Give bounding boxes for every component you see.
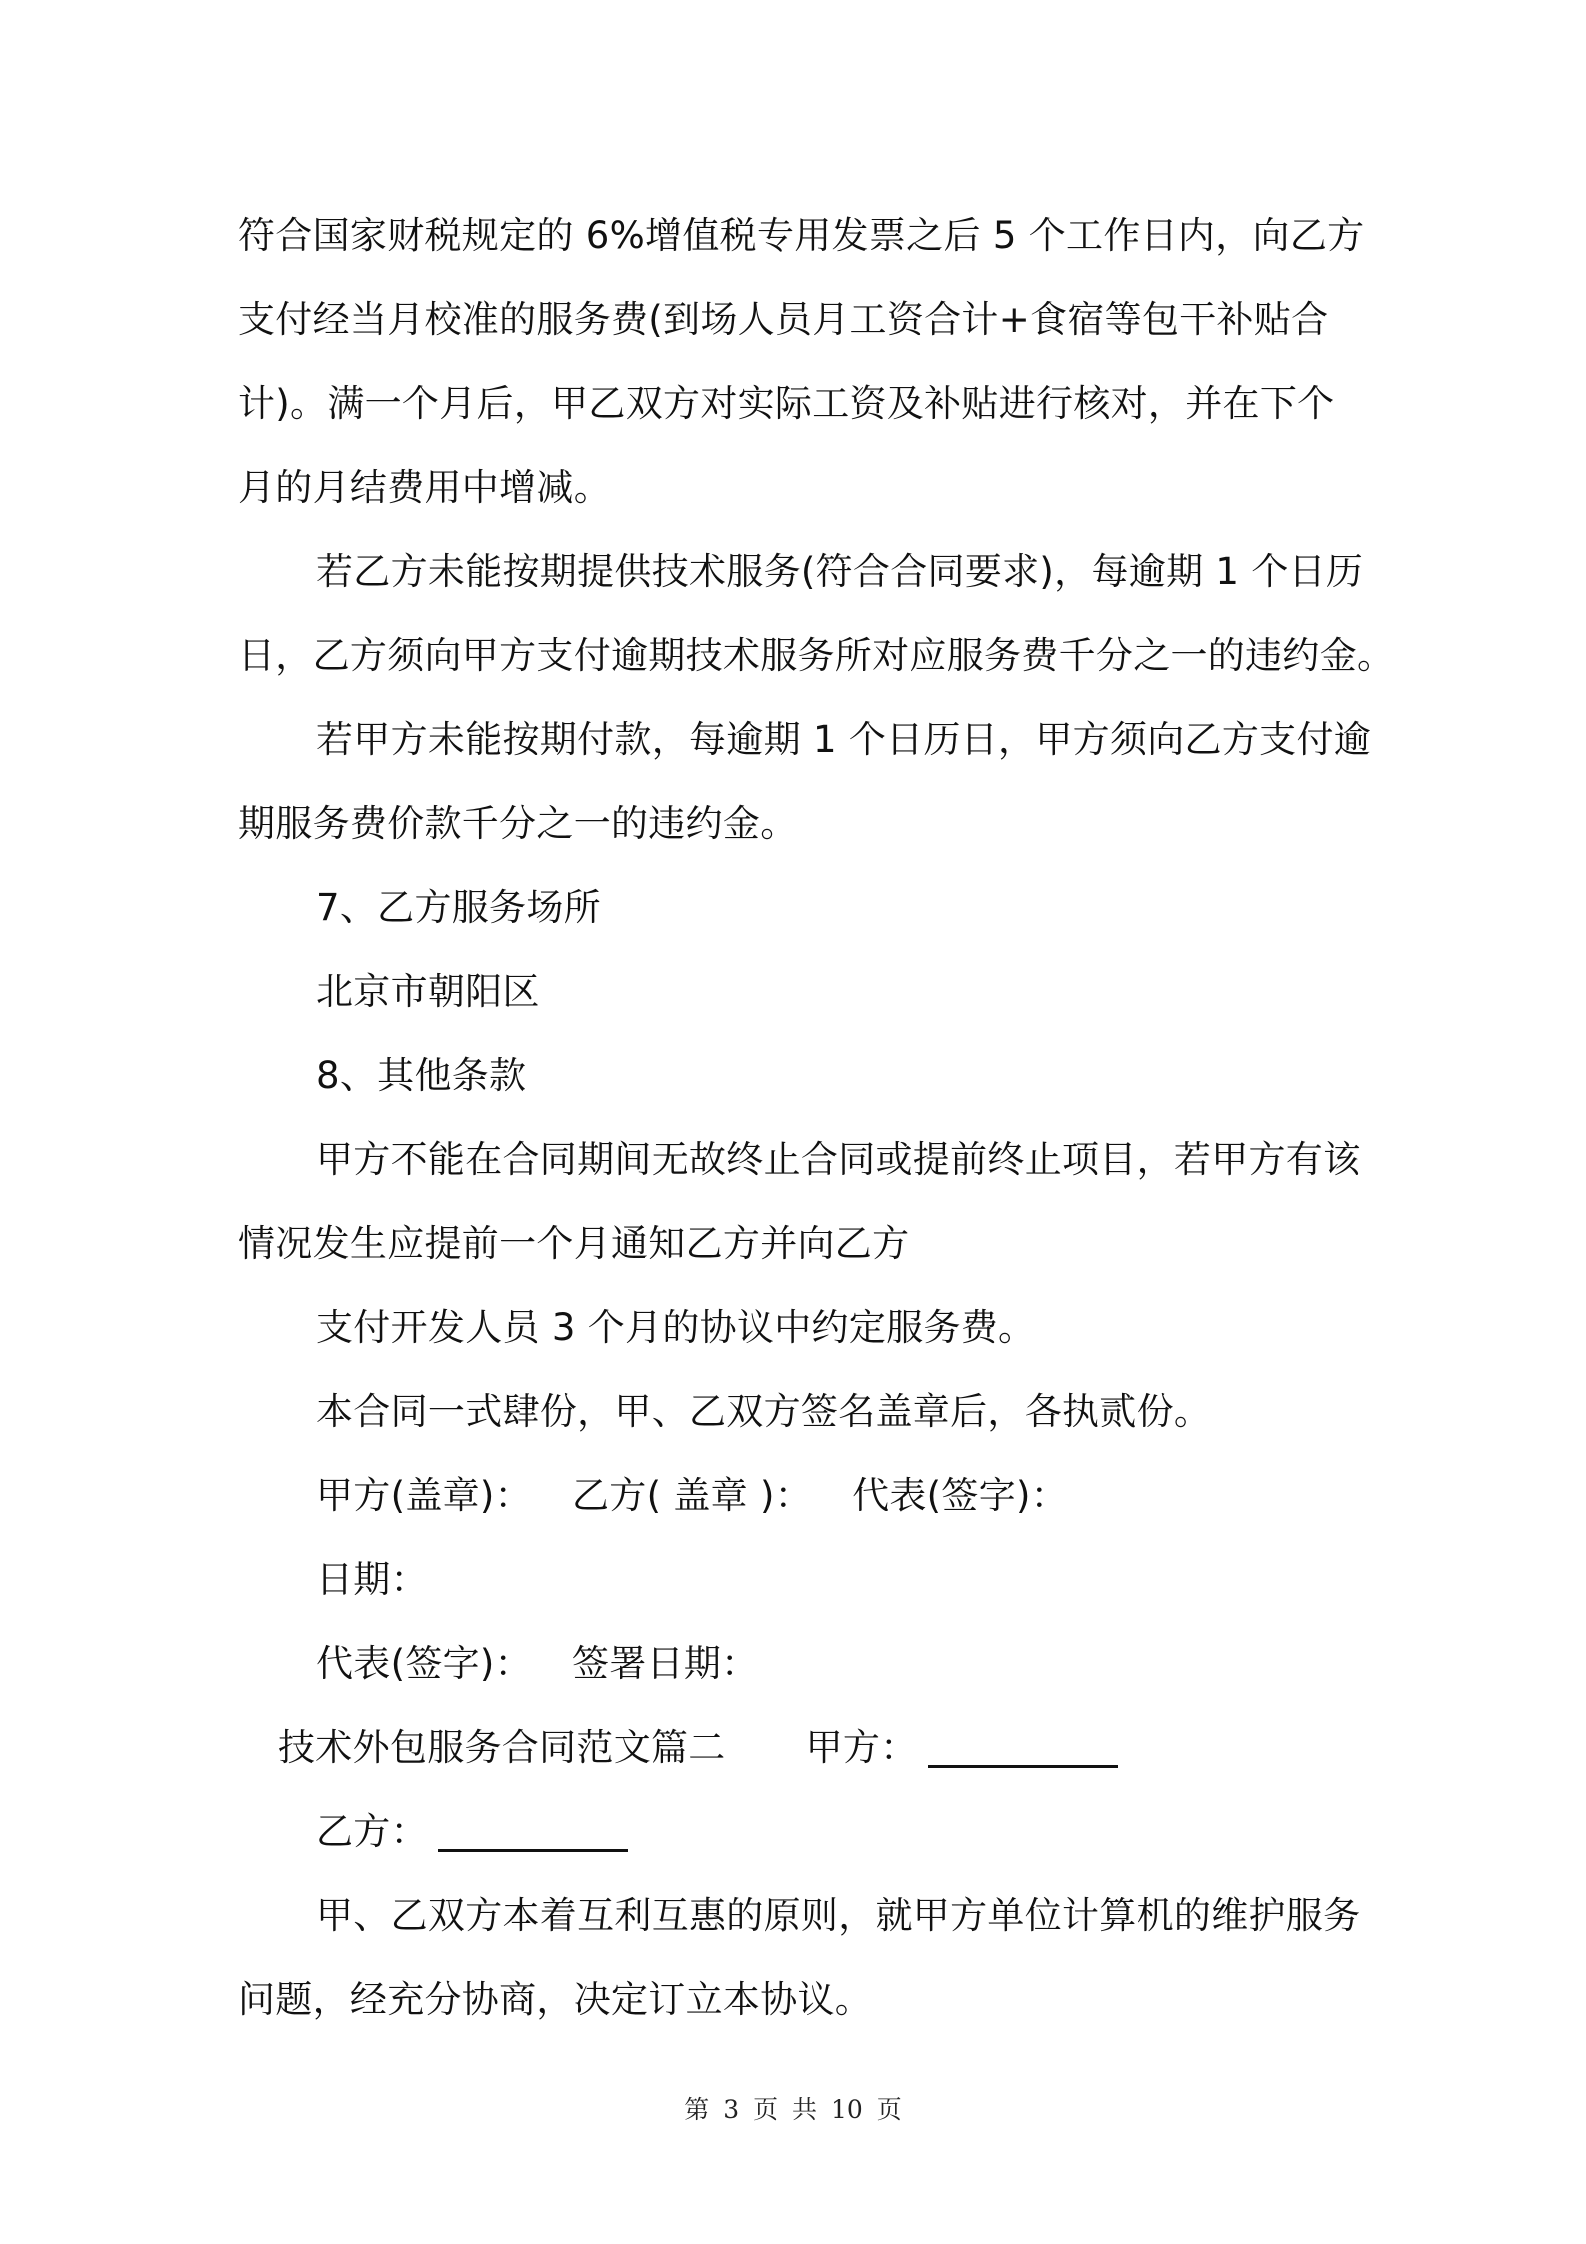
paragraph-line: 计)。满一个月后，甲乙双方对实际工资及补贴进行核对，并在下个 <box>238 382 1335 425</box>
sign-date-label: 签署日期： <box>571 1642 759 1685</box>
representative-sign-label: 代表(签字)： <box>852 1474 1069 1517</box>
representative-sign-label: 代表(签字)： <box>316 1642 532 1685</box>
second-contract-title: 技术外包服务合同范文篇二 <box>278 1726 726 1769</box>
section-heading: 8、其他条款 <box>316 1054 527 1097</box>
signature-row <box>238 1622 1368 1706</box>
party-a-blank <box>928 1715 1118 1768</box>
paragraph-line: 期服务费价款千分之一的违约金。 <box>238 802 798 845</box>
second-contract-heading-row <box>238 1706 1368 1790</box>
paragraph-line: 情况发生应提前一个月通知乙方并向乙方 <box>238 1222 910 1265</box>
party-b-row <box>238 1790 1368 1874</box>
paragraph-line: 日，乙方须向甲方支付逾期技术服务所对应服务费千分之一的违约金。 <box>238 634 1395 677</box>
page-number: 第 3 页 共 10 页 <box>684 2095 902 2124</box>
paragraph-line: 若甲方未能按期付款，每逾期 1 个日历日，甲方须向乙方支付逾 <box>316 718 1372 761</box>
paragraph-line: 若乙方未能按期提供技术服务(符合合同要求)，每逾期 1 个日历 <box>316 550 1364 593</box>
paragraph-line: 支付开发人员 3 个月的协议中约定服务费。 <box>316 1306 1036 1349</box>
paragraph-line: 问题，经充分协商，决定订立本协议。 <box>238 1978 873 2021</box>
paragraph-line: 支付经当月校准的服务费(到场人员月工资合计+食宿等包干补贴合 <box>238 298 1329 341</box>
party-a-label: 甲方： <box>805 1726 918 1769</box>
document-body <box>238 194 1395 2042</box>
party-b-seal-label: 乙方( 盖章 )： <box>571 1474 813 1517</box>
paragraph-line: 月的月结费用中增减。 <box>238 466 611 509</box>
party-b-label: 乙方： <box>316 1810 428 1853</box>
party-b-blank <box>438 1799 628 1852</box>
paragraph-line: 符合国家财税规定的 6%增值税专用发票之后 5 个工作日内，向乙方 <box>238 214 1365 257</box>
paragraph-line: 本合同一式肆份，甲、乙双方签名盖章后，各执贰份。 <box>316 1390 1212 1433</box>
paragraph-line: 甲方不能在合同期间无故终止合同或提前终止项目，若甲方有该 <box>316 1138 1361 1181</box>
date-label: 日期： <box>316 1558 428 1601</box>
section-heading: 7、乙方服务场所 <box>316 886 601 929</box>
signature-row <box>238 1454 1368 1538</box>
service-location: 北京市朝阳区 <box>316 970 540 1013</box>
paragraph-line: 甲、乙双方本着互利互惠的原则，就甲方单位计算机的维护服务 <box>316 1894 1361 1937</box>
party-a-seal-label: 甲方(盖章)： <box>316 1474 532 1517</box>
